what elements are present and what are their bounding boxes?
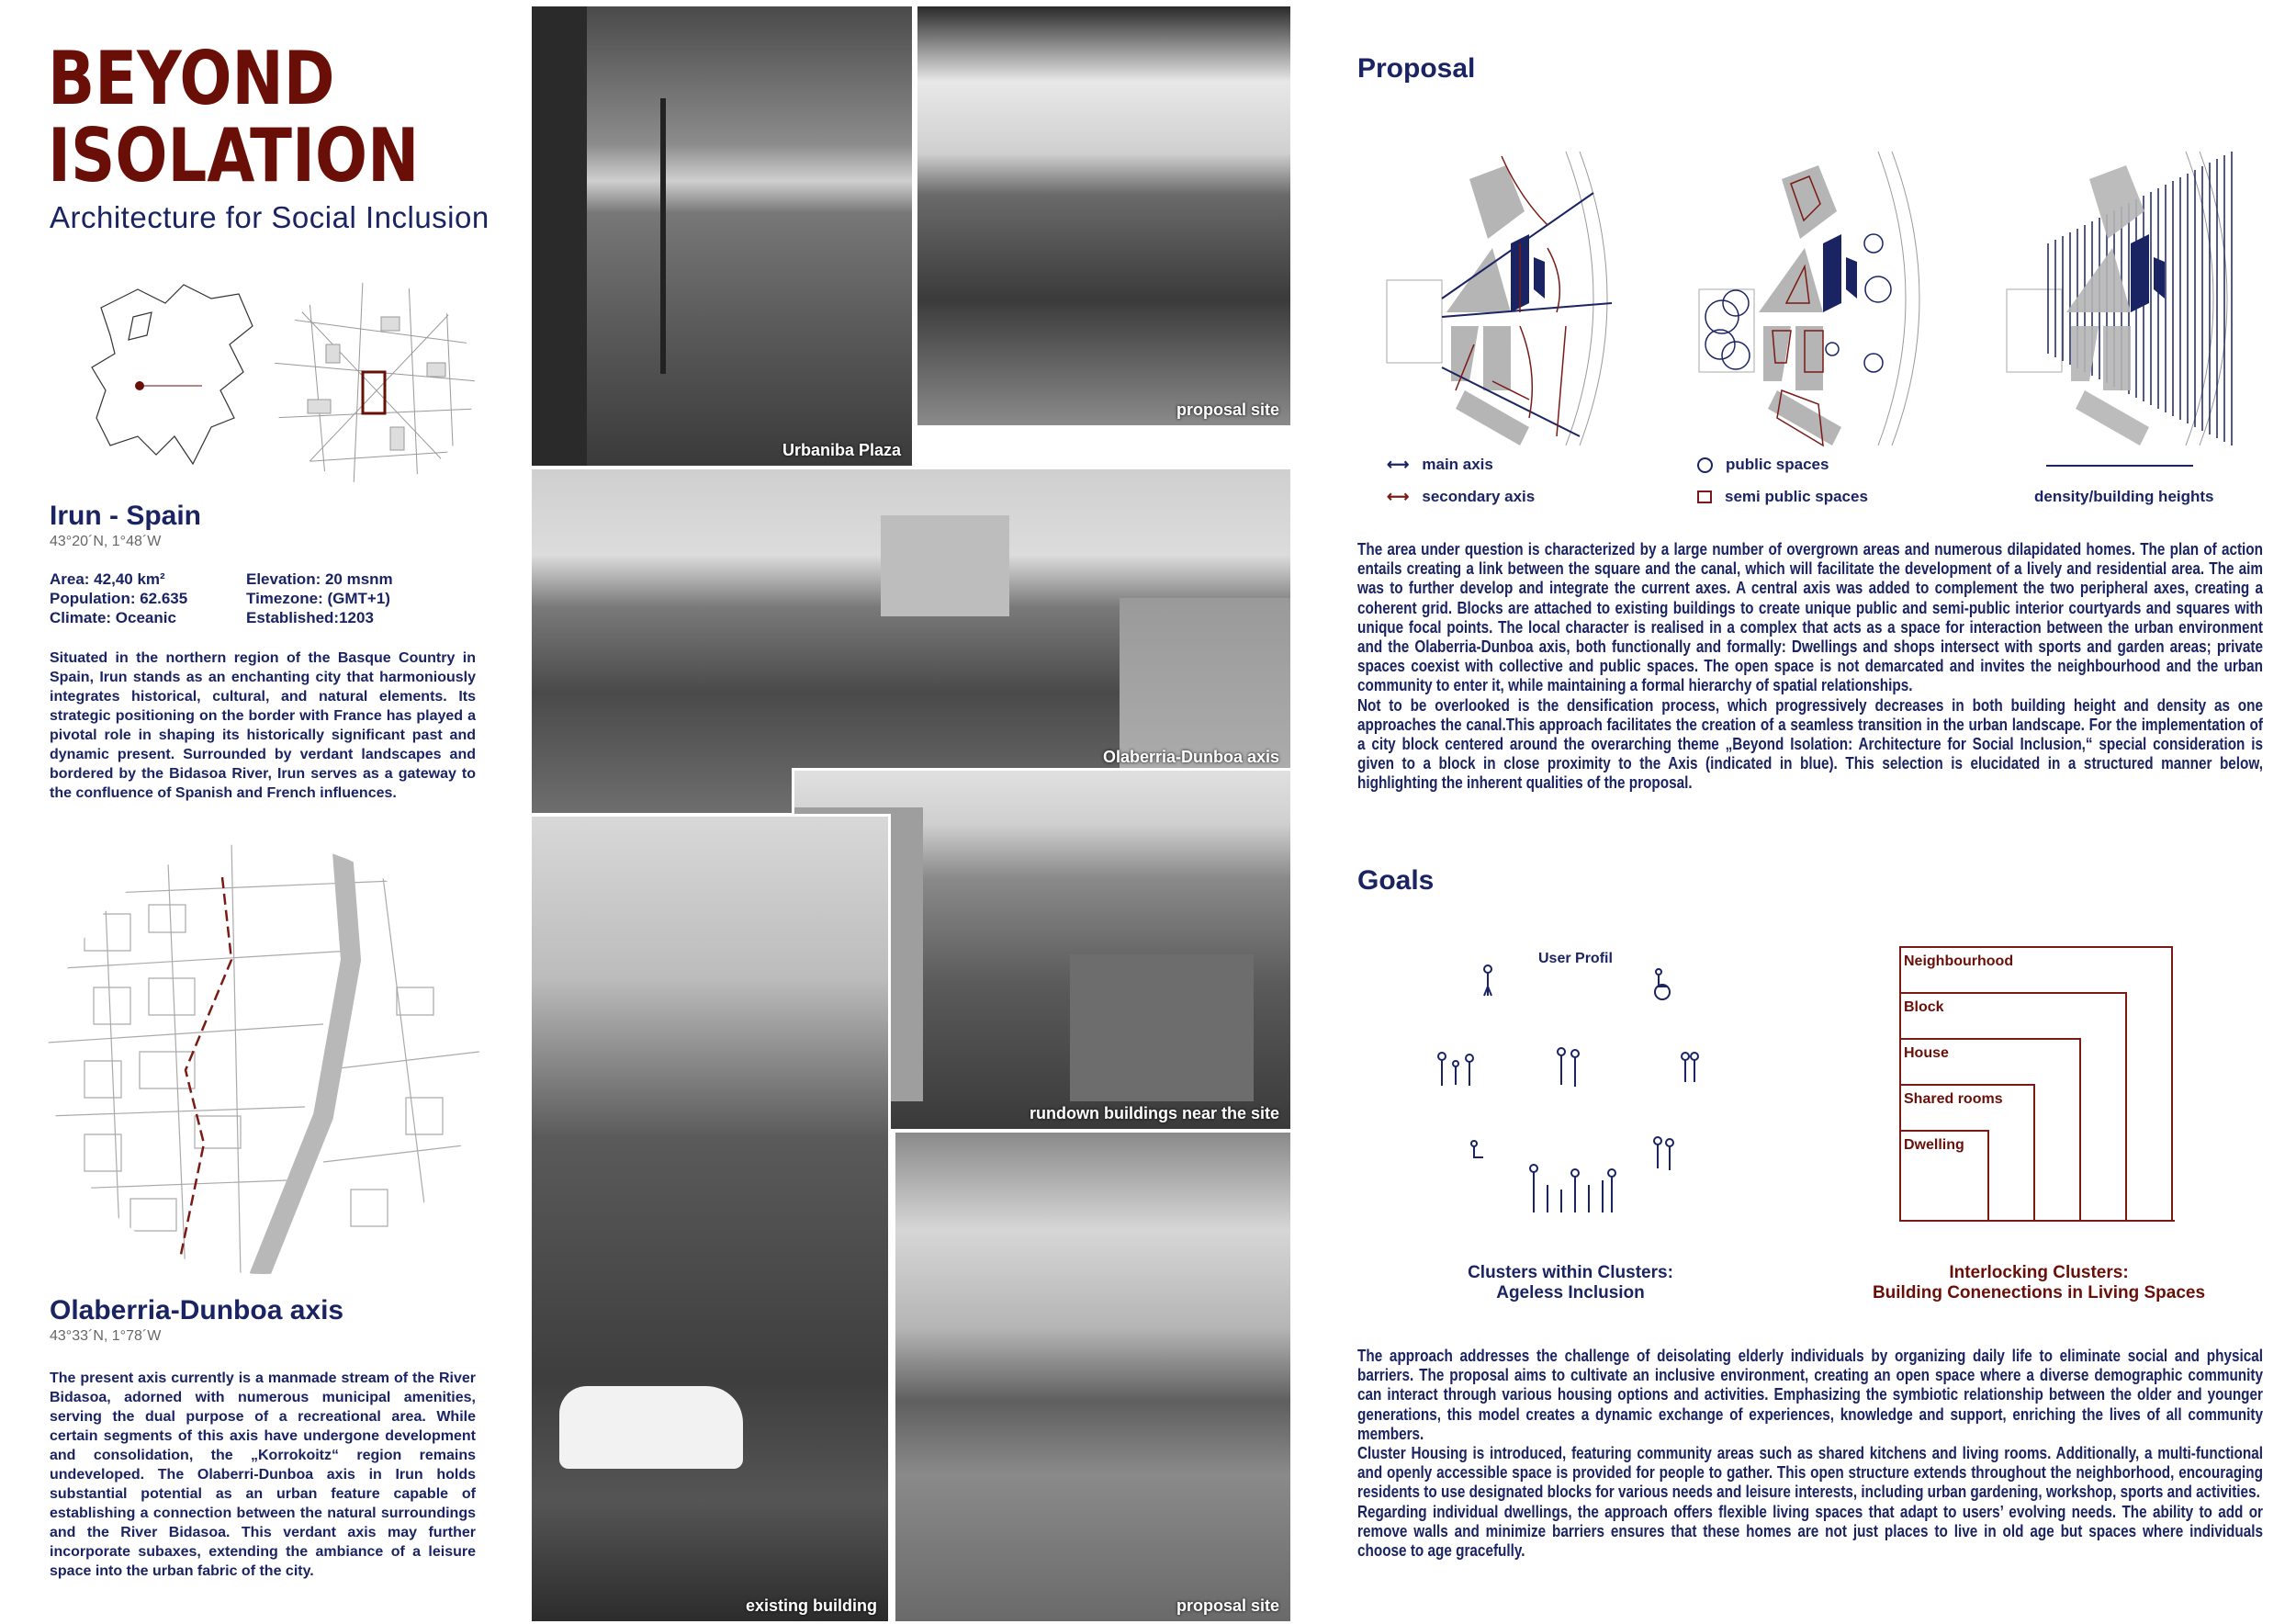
irun-heading: Irun - Spain: [50, 501, 201, 531]
interlocking-caption: Interlocking Clusters: Building Conenections in Living Spaces: [1872, 1263, 2206, 1303]
circle-icon: [1697, 457, 1713, 473]
proposal-paragraph: Not to be overlooked is the densification process, which progressively decreases in both building height and density as one approaches the canal.This approach facilitates the creation of a seamless transition in the urban landscape. For the implementation of a city block centered around the overarching theme „Beyond Isolation: Architecture for Social Inclusion,“ special consideration is given to a block in close proximity to the Axis (indicated in blue). This selection is elucidated in a structured manner below, highlighting the inherent qualities of the proposal.: [1357, 695, 2263, 793]
crowd-icon: [1530, 1165, 1615, 1212]
nest-dwelling: Dwelling: [1899, 1130, 1989, 1220]
goals-paragraph: Cluster Housing is introduced, featuring community areas such as shared kitchens and living rooms. Additionally, a multi-functional and openly accessible space is provided for people to gather. This open structure extends throughout the neighborhood, encouraging residents to use designated blocks for various needs and leisure interests, including urban gardening, workshop, sports and activities.: [1357, 1444, 2263, 1502]
photo-caption: Olaberria-Dunboa axis: [1102, 748, 1279, 766]
pair-icon: [1682, 1053, 1698, 1082]
clusters-caption: Clusters within Clusters: Ageless Inclusion: [1468, 1263, 1673, 1303]
photo-existing-building: [529, 814, 891, 1624]
nest-house: House: [1899, 1038, 2081, 1220]
irun-facts: [50, 570, 472, 627]
wheelchair-icon: [1655, 969, 1670, 999]
fact-climate: Climate: Oceanic: [50, 609, 176, 626]
fact-area: Area: 42,40 km²: [50, 570, 165, 588]
photo-caption: Urbaniba Plaza: [782, 441, 901, 459]
user-profil-label: User Profil: [1538, 951, 1613, 966]
diagram-axes: [1382, 142, 1639, 455]
photo-olaberria-axis: [529, 467, 1293, 816]
poster-title: [48, 36, 465, 198]
legend-secondary-axis: ⟷ secondary axis: [1387, 488, 1536, 505]
nest-shared-rooms: Shared rooms: [1899, 1084, 2035, 1220]
river-canal: [259, 840, 351, 1277]
photo-urbaniba-plaza: [529, 4, 915, 468]
family-icon: [1438, 1053, 1473, 1086]
nest-neighbourhood: Neighbourhood: [1899, 946, 2173, 1220]
irun-coords: 43°20´N, 1°48´W: [50, 534, 162, 549]
axis-description: The present axis currently is a manmade stream of the River Bidasoa, adorned with numerous municipal amenities, serving the dual purpose of a recreational area. While certain segments of this axis have undergone development and consolidation, the „Korrokoitz“ region remains undeveloped. The Olaberri-Dunboa axis in Irun holds substantial potential as an urban feature capable of establishing a connection between the natural surroundings and the River Bidasoa. This verdant axis may further incorporate subaxes, extending the ambiance of a leisure space into the urban fabric of the city.: [50, 1370, 476, 1579]
diagram-density: [2002, 142, 2259, 455]
axis-coords: 43°33´N, 1°78´W: [50, 1328, 162, 1344]
diagram-spaces: [1694, 142, 1952, 455]
legend-semi-public-spaces: semi public spaces: [1697, 488, 1868, 506]
group-icon: [1654, 1137, 1673, 1170]
nest-block: Block: [1899, 992, 2127, 1220]
double-arrow-icon: ⟷: [1387, 456, 1410, 473]
user-profile-figures: [1414, 955, 1717, 1231]
photo-caption: proposal site: [1176, 400, 1279, 419]
couple-icon: [1558, 1048, 1579, 1087]
square-icon: [1697, 491, 1712, 503]
proposal-heading: Proposal: [1357, 53, 1476, 84]
photo-proposal-site-top: [915, 4, 1293, 428]
axis-heading: Olaberria-Dunboa axis: [50, 1295, 344, 1325]
fact-elevation: Elevation: 20 msnm: [246, 570, 393, 588]
poster-subtitle: Architecture for Social Inclusion: [50, 200, 490, 234]
photo-caption: proposal site: [1176, 1596, 1279, 1615]
city-map: [271, 280, 478, 487]
axis-path: [176, 877, 231, 1277]
photo-proposal-site-bottom: [893, 1130, 1293, 1624]
double-arrow-icon: ⟷: [1387, 488, 1410, 505]
fact-timezone: Timezone: (GMT+1): [246, 590, 390, 607]
proposal-text: [1357, 540, 2296, 794]
title-line-2: ISOLATION: [48, 113, 420, 198]
goals-paragraph: Regarding individual dwellings, the approach offers flexible living spaces that adapt to users’ evolving needs. The ability to add or remove walls and minimize barriers ensures that these homes are not just places to live in old age but spaces where individuals choose to age gracefully.: [1357, 1502, 2263, 1561]
goals-heading: Goals: [1357, 865, 1435, 896]
europe-map: [83, 280, 266, 482]
legend-density: density/building heights: [2034, 488, 2214, 505]
legend-main-axis: ⟷ main axis: [1387, 456, 1493, 473]
irun-description: Situated in the northern region of the Basque Country in Spain, Irun stands as an enchanting city that harmoniously integrates historical, cultural, and natural elements. Its strategic positioning on the border with France has played a pivotal role in shaping its historically significant past and dynamic present. Surrounded by verdant landscapes and bordered by the Bidasoa River, Irun serves as a gateway to the confluence of Spanish and French influences.: [50, 650, 476, 801]
density-arrow-icon: [2046, 459, 2193, 472]
nested-clusters-diagram: [1899, 946, 2175, 1222]
person-icon: [1484, 965, 1491, 996]
goals-text: [1357, 1347, 2296, 1561]
photo-caption: rundown buildings near the site: [1029, 1104, 1279, 1122]
photo-caption: existing building: [746, 1596, 877, 1615]
title-line-1: BEYOND: [48, 36, 335, 121]
axis-site-map: [48, 840, 479, 1277]
fact-population: Population: 62.635: [50, 590, 188, 607]
site-highlight: [363, 372, 385, 413]
fact-established: Established:1203: [246, 609, 374, 626]
proposal-paragraph: The area under question is characterized by a large number of overgrown areas and numerous dilapidated homes. The plan of action entails creating a link between the square and the canal, which will facilitate the development of a lively and residential area. The aim was to further develop and integrate the current axes. A central axis was added to complement the two peripheral axes, creating a coherent grid. Blocks are attached to existing buildings to create unique public and semi-public interior courtyards and squares with unique focal points. The local character is realised in a complex that acts as a space for interaction between the urban environment and the Olaberria-Dunboa axis, both functionally and formally: Dwellings and shops intersect with sports and garden areas; private spaces coexist with collective and public spaces. The open space is not demarcated and invites the neighbourhood and the urban community to enter it, while maintaining a formal hierarchy of spatial relationships.: [1357, 540, 2263, 695]
legend-public-spaces: public spaces: [1697, 456, 1829, 474]
goals-paragraph: The approach addresses the challenge of deisolating elderly individuals by organizing daily life to eliminate social and physical barriers. The proposal aims to cultivate an inclusive environment, creating an open space where a diverse demographic community can interact through various housing options and activities. Emphasizing the symbiotic relationship between the older and younger generations, this model creates a dynamic exchange of experiences, knowledge and support, enriching the lives of all community members.: [1357, 1347, 2263, 1443]
sitting-people-icon: [1471, 1141, 1483, 1157]
